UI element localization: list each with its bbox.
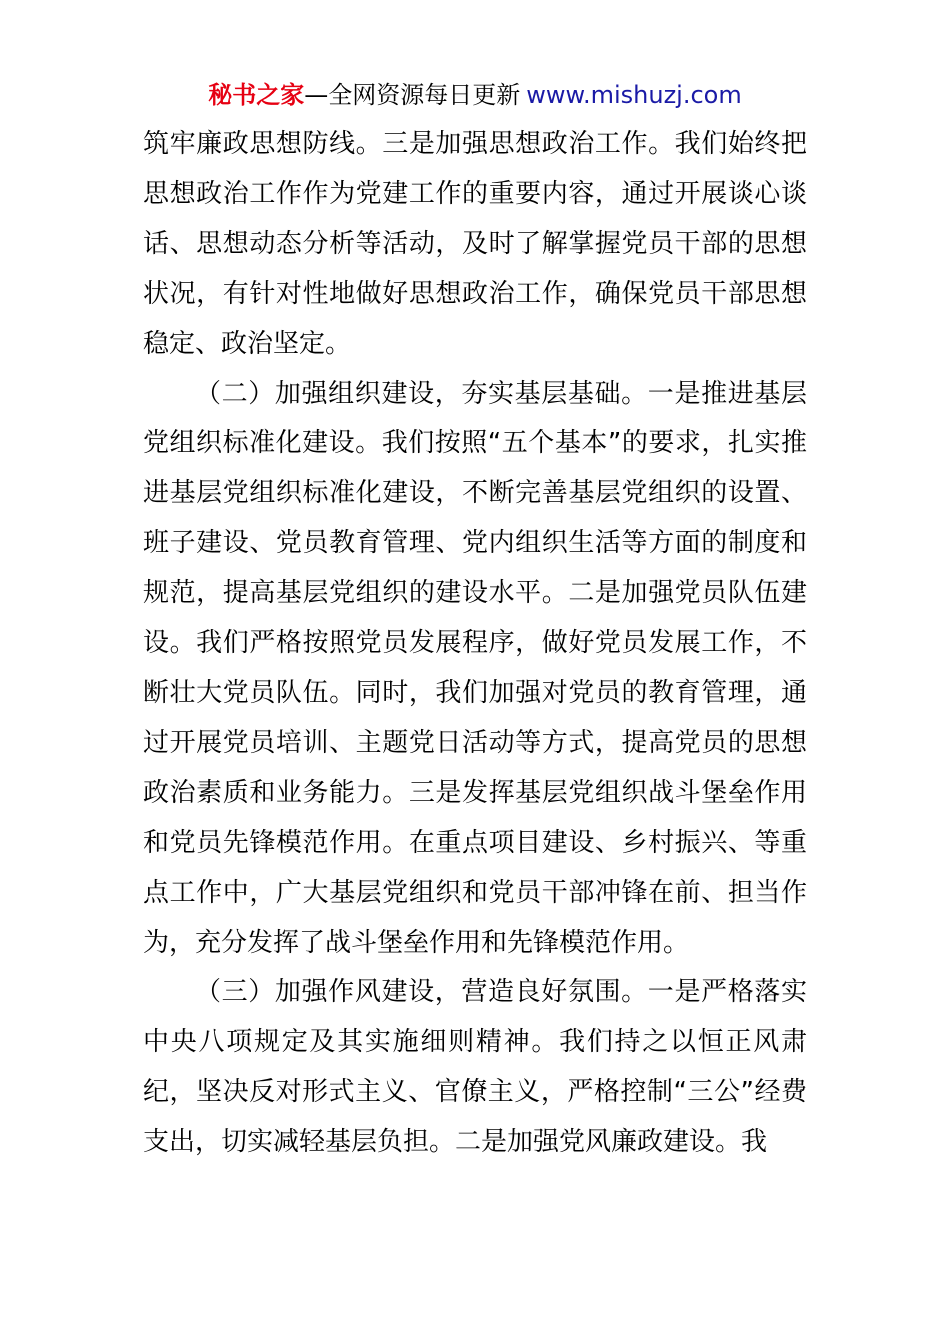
site-url-link[interactable]: www.mishuzj.com [526,81,742,109]
document-body [143,120,807,1168]
paragraph-style-building: （三）加强作风建设，营造良好氛围。一是严格落实中央八项规定及其实施细则精神。我们持之以恒正风肃纪，坚决反对形式主义、官僚主义，严格控制“三公”经费支出，切实减轻基层负担。二是加强党风廉政建设。我 [143,977,807,1158]
brand-name: 秘书之家 [208,81,305,109]
paragraph-continued: 筑牢廉政思想防线。三是加强思想政治工作。我们始终把思想政治工作作为党建工作的重要内容，通过开展谈心谈话、思想动态分析等活动，及时了解掌握党员干部的思想状况，有针对性地做好思想政治工作，确保党员干部思想稳定、政治坚定。 [143,129,807,359]
paragraph-organization-building: （二）加强组织建设，夯实基层基础。一是推进基层党组织标准化建设。我们按照“五个基本”的要求，扎实推进基层党组织标准化建设，不断完善基层党组织的设置、班子建设、党员教育管理、党内组织生活等方面的制度和规范，提高基层党组织的建设水平。二是加强党员队伍建设。我们严格按照党员发展程序，做好党员发展工作，不断壮大党员队伍。同时，我们加强对党员的教育管理，通过开展党员培训、主题党日活动等方式，提高党员的思想政治素质和业务能力。三是发挥基层党组织战斗堡垒作用和党员先锋模范作用。在重点项目建设、乡村振兴、等重点工作中，广大基层党组织和党员干部冲锋在前、担当作为，充分发挥了战斗堡垒作用和先锋模范作用。 [143,378,807,958]
header-tagline: —全网资源每日更新 [304,81,521,109]
page-header [0,78,950,112]
